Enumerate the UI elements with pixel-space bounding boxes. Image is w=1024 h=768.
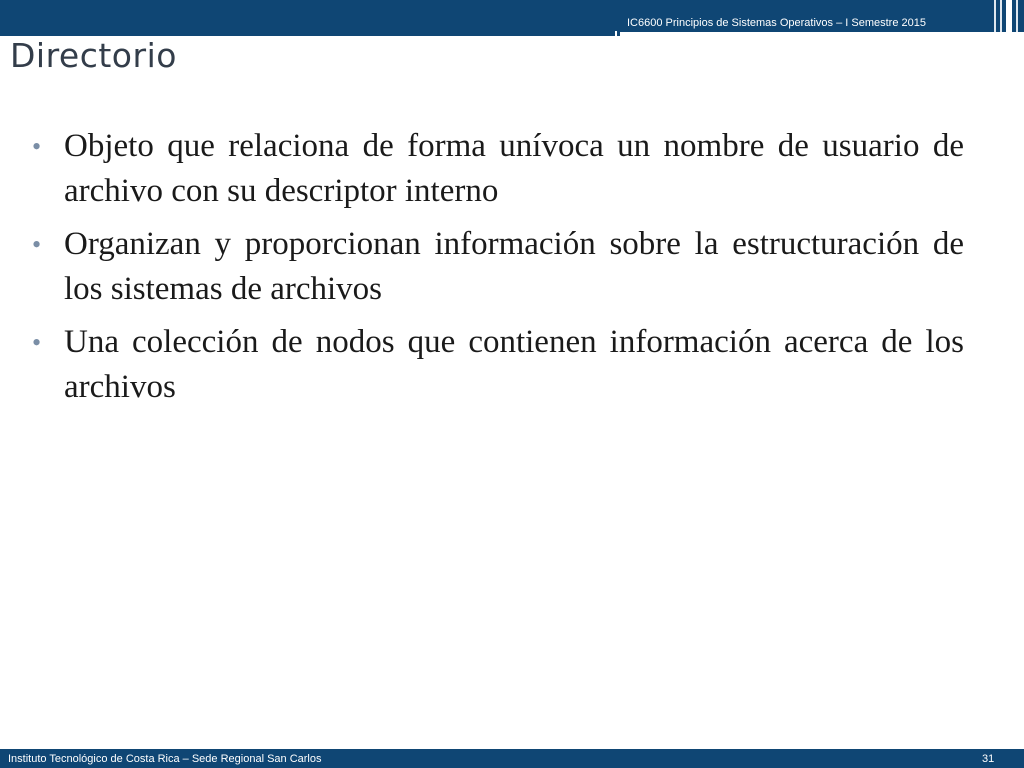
bullet-text: Organizan y proporcionan información sobre la estructuración de los sistemas de archivos — [64, 226, 964, 307]
footer-institution: Instituto Tecnológico de Costa Rica – Sede Regional San Carlos — [8, 753, 322, 765]
slide-number: 31 — [982, 753, 995, 765]
bullet-item — [30, 320, 964, 410]
bullet-marker-icon: • — [32, 132, 42, 161]
bullet-marker-icon: • — [32, 328, 42, 357]
bullet-item — [30, 222, 964, 312]
bullet-list — [30, 124, 964, 418]
header-decoration-line — [1016, 0, 1018, 32]
bullet-text: Objeto que relaciona de forma unívoca un nombre de usuario de archivo con su descriptor interno — [64, 128, 964, 209]
course-label: IC6600 Principios de Sistemas Operativos – I Semestre 2015 — [627, 17, 926, 29]
bullet-item — [30, 124, 964, 214]
slide-title: Directorio — [10, 36, 177, 75]
bullet-text: Una colección de nodos que contienen información acerca de los archivos — [64, 324, 964, 405]
header-decoration-line — [1000, 0, 1002, 32]
header-decoration-line — [1006, 0, 1012, 32]
header-decoration-line — [994, 0, 996, 32]
bullet-marker-icon: • — [32, 230, 42, 259]
